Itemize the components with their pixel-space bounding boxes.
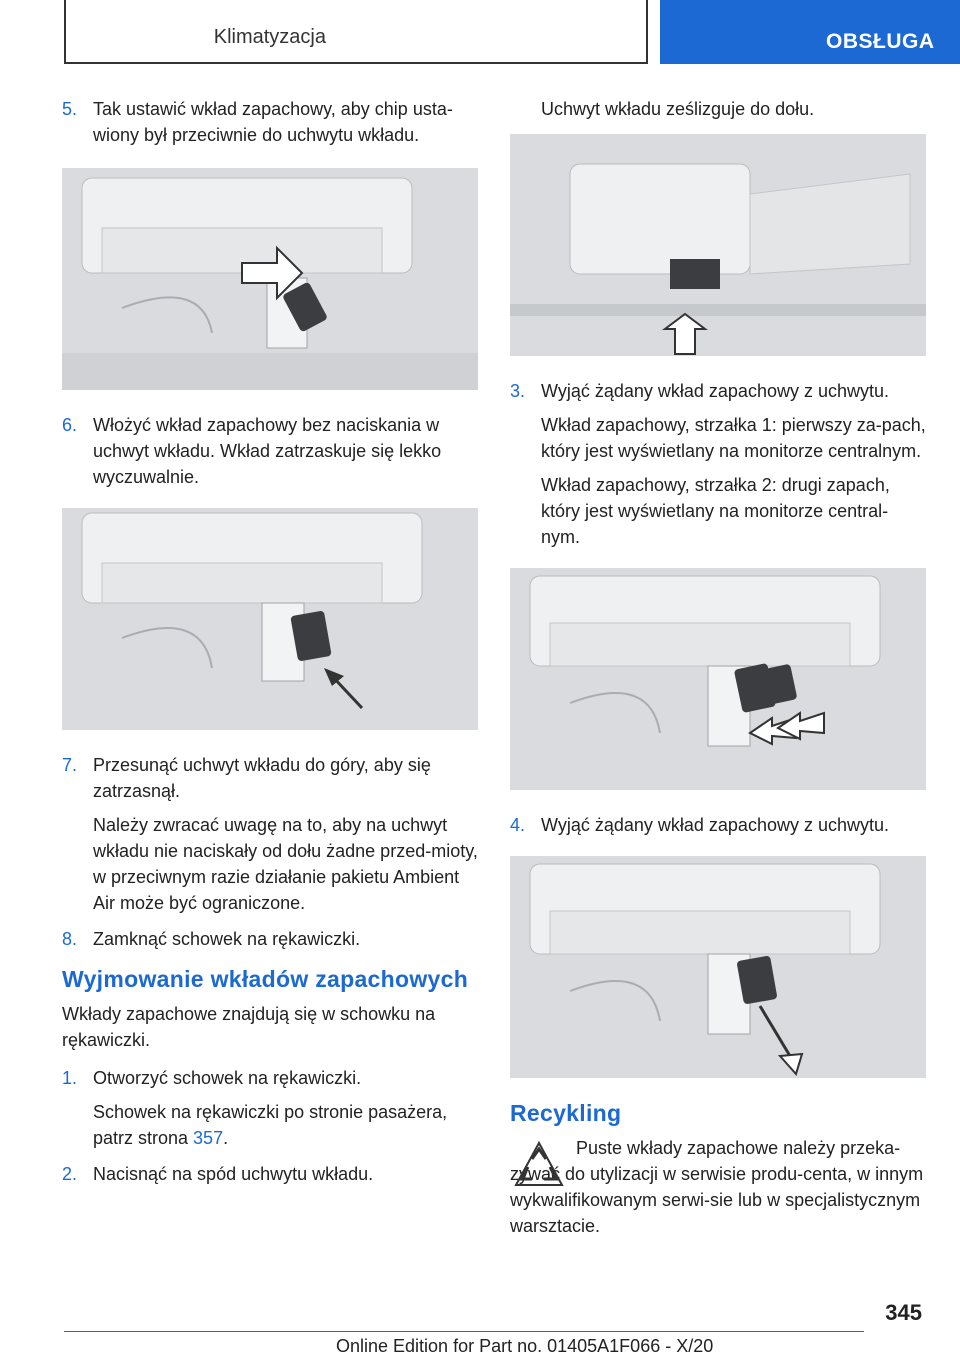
section-heading-removal: Wyjmowanie wkładów zapachowych bbox=[62, 966, 469, 992]
step-text: Nacisnąć na spód uchwytu wkładu. bbox=[93, 1164, 374, 1184]
step-1 bbox=[62, 1065, 478, 1151]
continuation-text: Uchwyt wkładu ześlizguje do dołu. bbox=[541, 99, 815, 119]
right-column bbox=[510, 96, 926, 1239]
step-6 bbox=[62, 412, 478, 490]
recycling-block bbox=[510, 1135, 926, 1239]
step-text: Włożyć wkład zapachowy bez naciskania w uchwyt wkładu. Wkład zatrzaskuje się lekko wyczuwalnie. bbox=[93, 415, 442, 487]
footer-rule bbox=[64, 1331, 864, 1332]
footer-edition: Online Edition for Part no. 01405A1F066 - X/20 bbox=[336, 1336, 714, 1356]
step-number: 2. bbox=[62, 1164, 78, 1184]
step-number: 1. bbox=[62, 1068, 78, 1088]
step-number: 8. bbox=[62, 929, 78, 949]
page-link[interactable]: 357 bbox=[193, 1128, 224, 1148]
photo-insert-cartridge bbox=[62, 168, 478, 390]
recycling-text: Puste wkłady zapachowe należy przeka-zywać do utylizacji w serwisie produ-centa, w innym wykwalifikowanym serwi-sie lub w specjalistycznym warsztacie. bbox=[510, 1138, 924, 1236]
step-text: Otworzyć schowek na rękawiczki. bbox=[93, 1068, 362, 1088]
left-column bbox=[62, 96, 478, 1197]
step-note: Należy zwracać uwagę na to, aby na uchwyt wkładu nie naciskały od dołu żadne przed-mioty, w przeciwnym razie działanie pakietu Ambient Air może być ograniczone. bbox=[93, 815, 478, 913]
step-2 bbox=[62, 1161, 478, 1187]
step-number: 3. bbox=[510, 381, 526, 401]
section-title: Klimatyzacja bbox=[213, 26, 326, 48]
step-note-1: Wkład zapachowy, strzałka 1: pierwszy za-pach, który jest wyświetlany na monitorze centralnym. bbox=[541, 415, 926, 461]
step-7 bbox=[62, 752, 478, 916]
step-5 bbox=[62, 96, 478, 148]
step-note: Schowek na rękawiczki po stronie pasażera, patrz strona 357. bbox=[93, 1102, 448, 1148]
section-intro: Wkłady zapachowe znajdują się w schowku na rękawiczki. bbox=[62, 1004, 436, 1050]
step-number: 6. bbox=[62, 415, 78, 435]
header-frame bbox=[64, 0, 648, 64]
step-number: 7. bbox=[62, 755, 78, 775]
step-4 bbox=[510, 812, 926, 838]
recycle-icon bbox=[512, 1139, 566, 1193]
step-number: 4. bbox=[510, 815, 526, 835]
photo-two-cartridges bbox=[510, 568, 926, 790]
page-number: 345 bbox=[885, 1300, 922, 1325]
photo-remove-cartridge bbox=[510, 856, 926, 1078]
step-text: Przesunąć uchwyt wkładu do góry, aby się zatrzasnął. bbox=[93, 755, 431, 801]
step-text: Wyjąć żądany wkład zapachowy z uchwytu. bbox=[541, 381, 889, 401]
step-note-2: Wkład zapachowy, strzałka 2: drugi zapach, który jest wyświetlany na monitorze central-nym. bbox=[541, 475, 890, 547]
photo-holder-slides-down bbox=[510, 134, 926, 356]
step-text: Wyjąć żądany wkład zapachowy z uchwytu. bbox=[541, 815, 889, 835]
step-3 bbox=[510, 378, 926, 550]
step-text: Zamknąć schowek na rękawiczki. bbox=[93, 929, 361, 949]
step-8 bbox=[62, 926, 478, 952]
step-text: Tak ustawić wkład zapachowy, aby chip usta-wiony był przeciwnie do uchwytu wkładu. bbox=[93, 99, 453, 145]
step-number: 5. bbox=[62, 99, 78, 119]
chapter-tab[interactable]: OBSŁUGA bbox=[660, 0, 960, 64]
photo-cartridge-inserted bbox=[62, 508, 478, 730]
section-heading-recycling: Recykling bbox=[510, 1100, 622, 1126]
